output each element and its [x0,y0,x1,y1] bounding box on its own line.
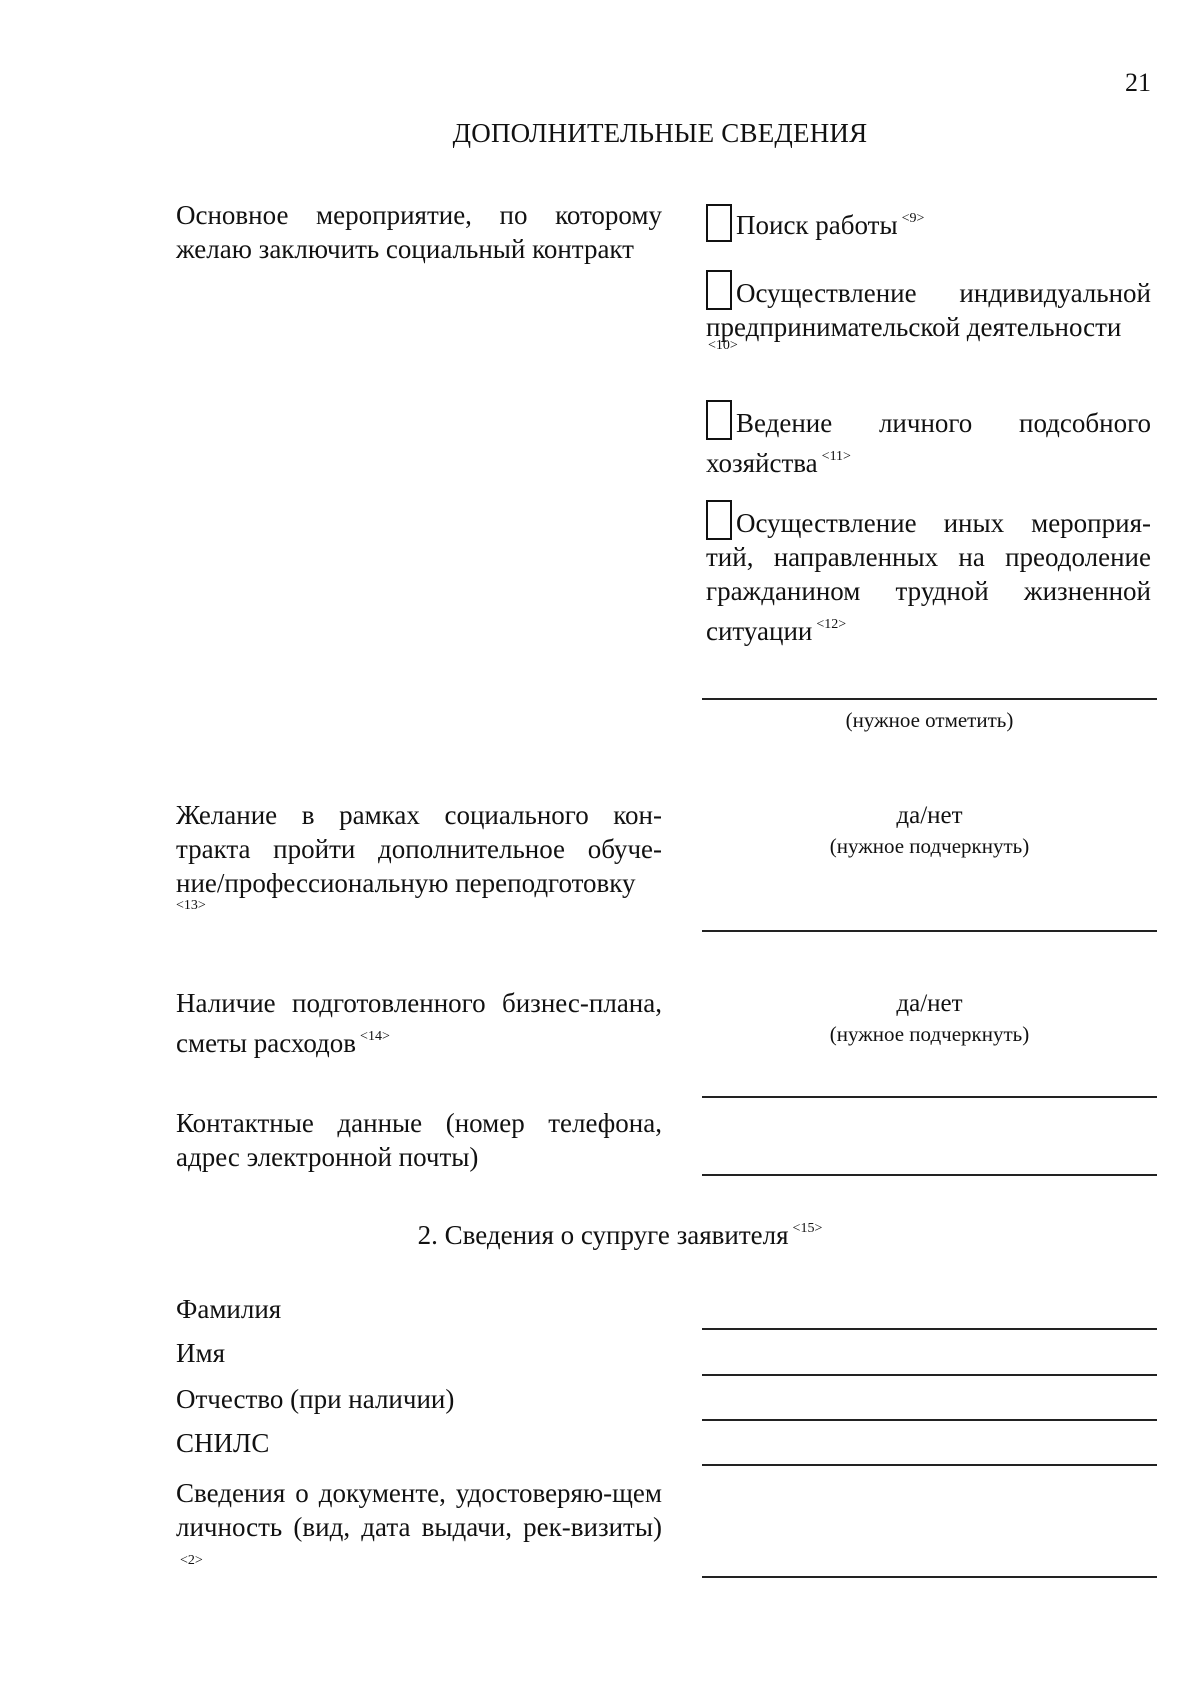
training-yes-no[interactable]: да/нет [896,802,963,829]
option-job-search-text: Поиск работы [736,210,898,240]
option-entrepreneurship [706,270,1151,352]
snils-line[interactable] [702,1464,1157,1466]
option-household [706,400,1151,480]
business-plan-label [176,986,662,1060]
training-hint: (нужное подчеркнуть) [829,834,1030,858]
footnote-ref: <9> [901,211,925,226]
page-title: ДОПОЛНИТЕЛЬНЫЕ СВЕДЕНИЯ [452,118,868,148]
surname-label: Фамилия [176,1294,282,1324]
main-activity-line[interactable] [702,698,1157,700]
training-label-text: Желание в рамках социального кон-тракта пройти дополнительное обуче-ние/профессиональную переподготовку [176,800,662,898]
training-label [176,798,662,912]
footnote-ref: <11> [821,449,851,464]
patronymic-label: Отчество (при наличии) [176,1384,455,1414]
main-activity-label: Основное мероприятие, по которому желаю заключить социальный контракт [176,200,662,264]
option-household-text: Ведение личного подсобного хозяйства [706,408,1151,478]
page-number: 21 [1125,68,1151,97]
footnote-ref: <14> [360,1029,390,1044]
training-line[interactable] [702,930,1157,932]
footnote-ref: <2> [180,1553,203,1568]
spouse-section-title [0,1220,1200,1251]
option-job-search [706,202,1151,242]
patronymic-line[interactable] [702,1419,1157,1421]
footnote-ref: <15> [792,1221,823,1236]
option-other-activities [706,500,1151,648]
footnote-ref: <13> [176,898,206,913]
id-document-label [176,1476,662,1584]
business-plan-line[interactable] [702,1096,1157,1098]
contacts-line[interactable] [702,1174,1157,1176]
contacts-label: Контактные данные (номер телефона, адрес электронной почты) [176,1108,662,1172]
snils-label: СНИЛС [176,1428,270,1458]
id-document-label-text: Сведения о документе, удостоверяю-щем личность (вид, дата выдачи, рек-визиты) [176,1478,662,1542]
footnote-ref: <12> [816,617,847,632]
name-line[interactable] [702,1374,1157,1376]
business-plan-answer[interactable] [702,988,1157,1050]
option-other-activities-text: Осуществление иных мероприя-тий, направленных на преодоление гражданином трудной жизненной ситуации [706,508,1151,646]
spouse-section-title-text: 2. Сведения о супруге заявителя [417,1220,789,1250]
option-entrepreneurship-text: Осуществление индивидуальной предпринимательской деятельности [706,278,1151,342]
entrepreneurship-checkbox[interactable] [706,270,732,310]
other-activities-checkbox[interactable] [706,500,732,540]
job-search-checkbox[interactable] [706,204,732,242]
training-answer[interactable] [702,800,1157,862]
business-plan-hint: (нужное подчеркнуть) [829,1022,1030,1046]
surname-line[interactable] [702,1328,1157,1330]
business-plan-label-text: Наличие подготовленного бизнес-плана, сметы расходов [176,988,662,1058]
id-document-line[interactable] [702,1576,1157,1578]
footnote-ref: <10> [708,338,738,353]
main-activity-hint: (нужное отметить) [845,708,1014,732]
business-plan-yes-no[interactable]: да/нет [896,990,963,1017]
household-checkbox[interactable] [706,400,732,440]
name-label: Имя [176,1338,226,1368]
